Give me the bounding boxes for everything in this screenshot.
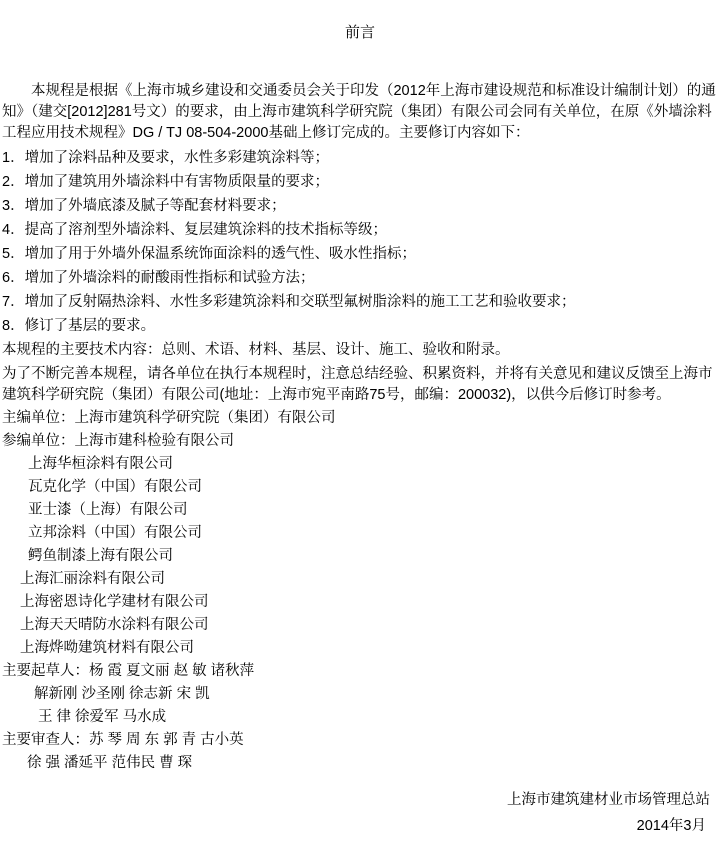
participating-unit: 鳄鱼制漆上海有限公司 [28, 548, 173, 564]
revision-item: 4．提高了溶剂型外墙涂料、复层建筑涂料的技术指标等级； [2, 222, 388, 238]
reviewers-line: 主要审查人：苏 琴 周 东 郭 青 古小英 [2, 732, 244, 748]
footer-date: 2014年3月 [636, 818, 706, 834]
participating-unit: 上海华桓涂料有限公司 [28, 456, 173, 472]
revision-item: 1．增加了涂料品种及要求，水性多彩建筑涂料等； [2, 150, 330, 166]
revision-item: 7．增加了反射隔热涂料、水性多彩建筑涂料和交联型氟树脂涂料的施工工艺和验收要求； [2, 294, 576, 310]
participating-unit: 亚士漆（上海）有限公司 [28, 502, 188, 518]
participating-unit: 上海汇丽涂料有限公司 [20, 571, 165, 587]
technical-content-summary: 本规程的主要技术内容：总则、术语、材料、基层、设计、施工、验收和附录。 [2, 342, 510, 358]
participating-unit: 立邦涂料（中国）有限公司 [28, 525, 202, 541]
participating-unit: 上海天天晴防水涂料有限公司 [20, 617, 209, 633]
page-title: 前言 [344, 24, 375, 41]
document-footer [2, 790, 718, 837]
chief-editor-line: 主编单位：上海市建筑科学研究院（集团）有限公司 [2, 410, 336, 426]
revision-list [2, 148, 718, 337]
intro-paragraph: 本规程是根据《上海市城乡建设和交通委员会关于印发（2012年上海市建设规范和标准设计编制计划）的通知》（建交[2012]281号文）的要求，由上海市建筑科学研究院（集团）有限公司会同有关单位，在原《外墙涂料工程应用技术规程》DG / TJ 08-504-2000基础上修订完成的。主要修订内容如下： [2, 83, 716, 141]
participating-editor-line: 参编单位：上海市建科检验有限公司 [2, 433, 234, 449]
participating-unit: 上海密恩诗化学建材有限公司 [20, 594, 209, 610]
reviewers-line: 徐 强 潘延平 范伟民 曹 琛 [27, 755, 193, 771]
drafters-line: 王 律 徐爱军 马水成 [38, 709, 167, 725]
revision-item: 2．增加了建筑用外墙涂料中有害物质限量的要求； [2, 174, 330, 190]
revision-item: 8．修订了基层的要求。 [2, 318, 156, 334]
revision-item: 3．增加了外墙底漆及腻子等配套材料要求； [2, 198, 286, 214]
footer-organization: 上海市建筑建材业市场管理总站 [507, 792, 710, 808]
feedback-paragraph: 为了不断完善本规程，请各单位在执行本规程时，注意总结经验、积累资料，并将有关意见和建议反馈至上海市建筑科学研究院（集团）有限公司(地址：上海市宛平南路75号，邮编：200032)，以供今后修订时参考。 [2, 366, 713, 403]
drafters-line: 解新刚 沙圣刚 徐志新 宋 凯 [34, 686, 210, 702]
participating-unit: 上海烨呦建筑材料有限公司 [20, 640, 194, 656]
revision-item: 6．增加了外墙涂料的耐酸雨性指标和试验方法； [2, 270, 315, 286]
participating-unit: 瓦克化学（中国）有限公司 [28, 479, 202, 495]
participating-units-list [2, 454, 718, 659]
drafters-line: 主要起草人：杨 霞 夏文丽 赵 敏 诸秋萍 [2, 663, 255, 679]
revision-item: 5．增加了用于外墙外保温系统饰面涂料的透气性、吸水性指标； [2, 246, 417, 262]
